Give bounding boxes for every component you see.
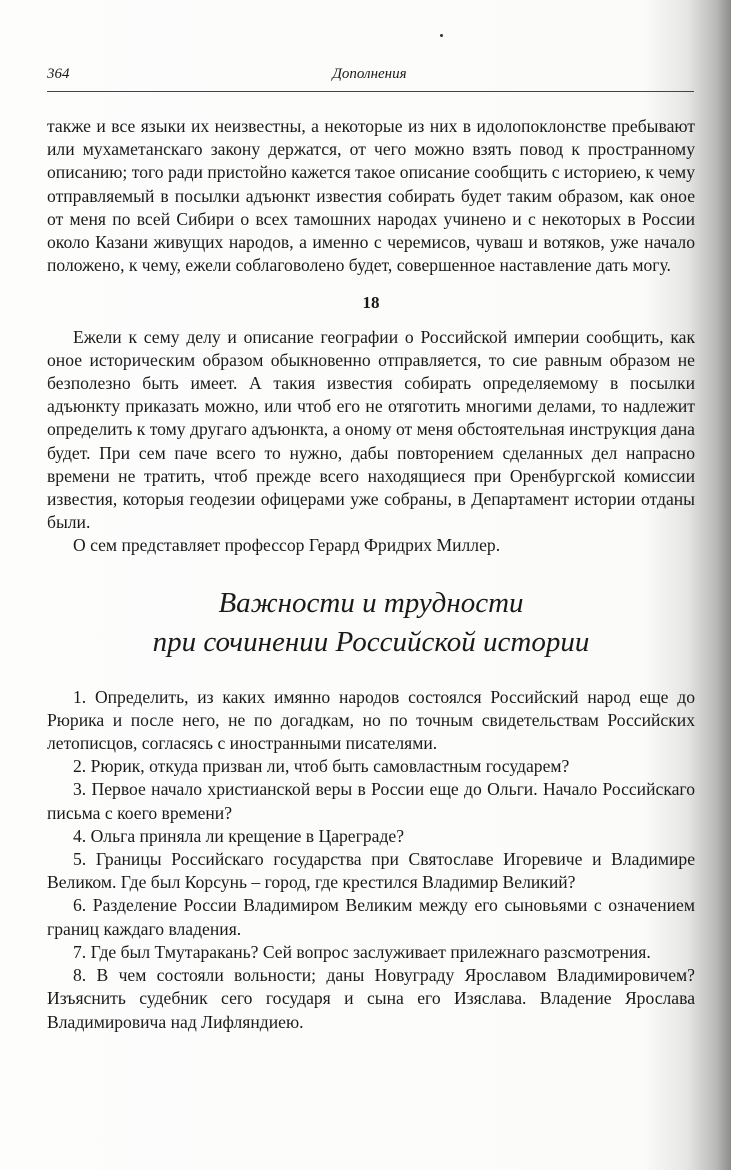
list-item: 6. Разделение России Владимиром Великим между его сыновьями с означением границ каждаго владения. — [47, 895, 695, 939]
section-number: 18 — [362, 293, 380, 313]
list-item: 5. Границы Российскаго государства при Святославе Игоревиче и Владимире Великом. Где был Корсунь – город, где крестился Владимир Великий? — [47, 849, 695, 893]
list-item: 3. Первое начало христианской веры в России еще до Ольги. Начало Российскаго письма с коего времени? — [47, 779, 695, 823]
chapter-title-line-2: при сочинении Российской истории — [152, 625, 590, 658]
page-number: 364 — [47, 66, 70, 82]
intro-paragraph: также и все языки их неизвестны, а некоторые из них в идолопоклонстве пребывают или мухаметанскаго закону держатся, от чего можно взять повод к пространному описанию; того ради пристойно кажется такое описание сообщить с историею, к чему отправляемый в посылки адъюнкт известия собирать будет таким образом, как оное от меня по всей Сибири о всех тамошних народах учинено и с некоторых в России около Казани живущих народов, а именно с черемисов, чуваш и вотяков, уже начало положено, к чему, ежели соблаговолено будет, совершенное наставление дать могу. — [47, 116, 695, 276]
chapter-title — [47, 584, 695, 662]
signature-line: О сем представляет профессор Герард Фридрих Миллер. — [73, 535, 501, 556]
running-title: Дополнения — [332, 66, 407, 82]
page-header — [47, 66, 692, 88]
list-item: 7. Где был Тмутаракань? Сей вопрос заслуживает прилежнаго разсмотрения. — [73, 941, 651, 962]
question-list — [47, 686, 695, 1034]
page-body — [47, 115, 695, 1034]
list-item: 2. Рюрик, откуда призван ли, чтоб быть самовластным государем? — [73, 756, 570, 777]
section-paragraph: Ежели к сему делу и описание географии о Российской империи сообщить, как оное историческим образом обыкновенно отправляется, то сие равным образом не безполезно быть имеет. А такия известия собирать определяемому в посылки адъюнкту приказать можно, или чтоб его не отяготить многими делами, то надлежит определить к тому другаго адъюнкта, а оному от меня обстоятельная инструкция дана будет. При сем паче всего то нужно, дабы повторением сделанных дел напрасно времени не тратить, чтоб прежде всего находящиеся при Оренбургской комиссии известия, которыя геодезии офицерами уже собраны, в Департамент истории отданы были. — [47, 326, 695, 533]
print-speck — [440, 34, 443, 37]
header-rule — [47, 91, 694, 92]
list-item: 8. В чем состояли вольности; даны Новуграду Ярославом Владимировичем? Изъяснить судебник сего государя и сына его Изяслава. Владение Ярослава Владимировича над Лифляндиею. — [47, 965, 695, 1032]
list-item: 1. Определить, из каких имянно народов состоялся Российский народ еще до Рюрика и после него, не по догадкам, но по точным свидетельствам Российских летописцов, согласясь с иностранными писателями. — [47, 686, 695, 754]
list-item: 4. Ольга приняла ли крещение в Цареграде? — [73, 825, 405, 846]
chapter-title-line-1: Важности и трудности — [218, 586, 524, 619]
